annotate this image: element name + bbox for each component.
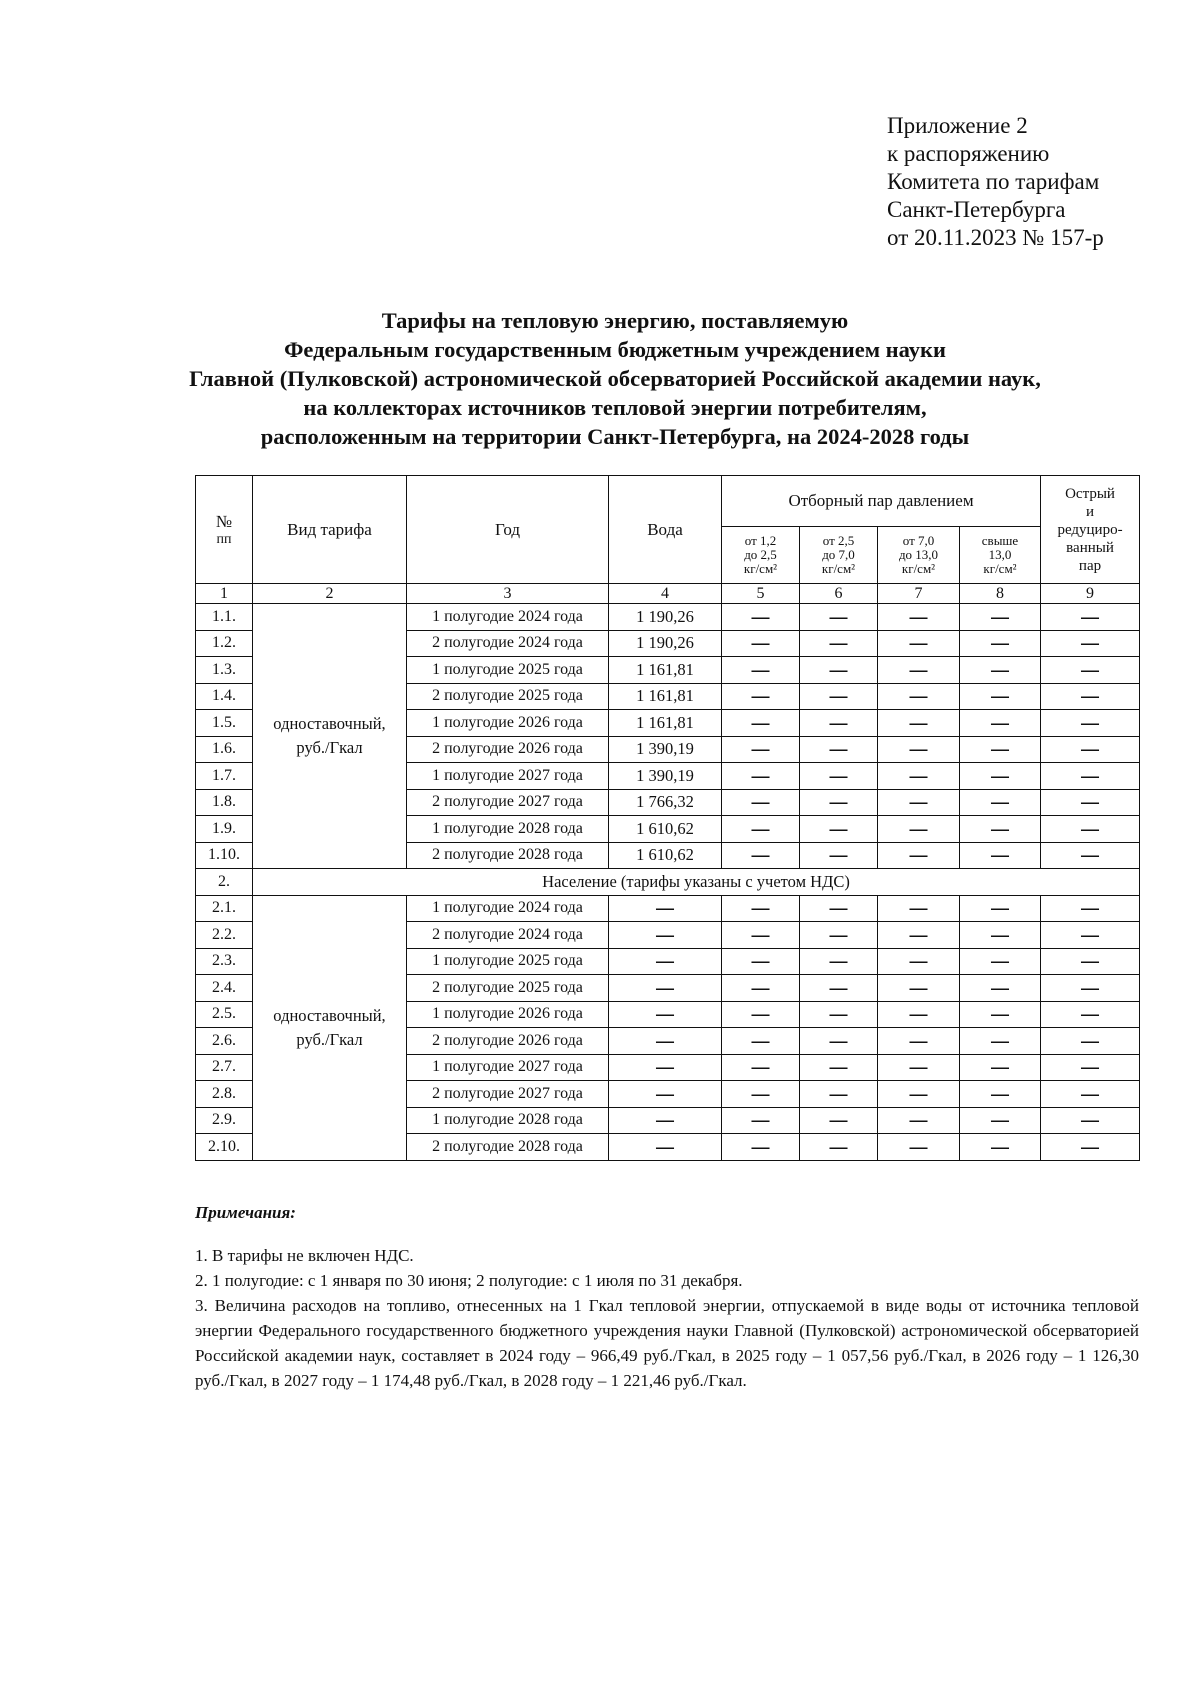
notes-section [195,1200,1139,1393]
steam-tariff-cell: — [1041,1107,1140,1134]
steam-tariff-cell: — [878,975,960,1002]
steam-tariff-cell: — [800,630,878,657]
row-number: 1.9. [196,816,253,843]
steam-tariff-cell: — [800,842,878,869]
steam-tariff-cell: — [960,1107,1041,1134]
steam-tariff-cell: — [960,922,1041,949]
steam-tariff-cell: — [960,604,1041,631]
tariff-type-cell [253,604,407,869]
steam-tariff-cell: — [800,922,878,949]
steam-tariff-cell: — [722,922,800,949]
steam-tariff-cell: — [1041,1028,1140,1055]
steam-tariff-cell: — [800,736,878,763]
steam-tariff-cell: — [878,657,960,684]
steam-tariff-cell: — [960,657,1041,684]
header-steam-1 [722,527,800,584]
water-tariff-cell: — [609,1028,722,1055]
row-number: 1.4. [196,683,253,710]
period-cell: 1 полугодие 2025 года [407,948,609,975]
header-steam-line: до 13,0 [898,547,939,562]
period-cell: 2 полугодие 2025 года [407,683,609,710]
row-number: 1.6. [196,736,253,763]
steam-tariff-cell: — [800,1107,878,1134]
steam-tariff-cell: — [800,683,878,710]
header-num-line: пп [216,531,232,547]
header-num-line: № [215,511,233,531]
row-number: 2.3. [196,948,253,975]
steam-tariff-cell: — [722,789,800,816]
steam-tariff-cell: — [960,895,1041,922]
row-number: 2.8. [196,1081,253,1108]
water-tariff-cell: 1 610,62 [609,816,722,843]
steam-tariff-cell: — [878,1028,960,1055]
title-line: на коллекторах источников тепловой энергии потребителям, [303,395,927,420]
title-line: Главной (Пулковской) астрономической обсерваторией Российской академии наук, [189,366,1041,391]
steam-tariff-cell: — [1041,948,1140,975]
appendix-line: Приложение 2 [887,113,1028,138]
steam-tariff-cell: — [960,789,1041,816]
appendix-line: Санкт-Петербурга [887,197,1066,222]
header-steam-line: кг/см² [983,561,1017,576]
row-number: 2.9. [196,1107,253,1134]
steam-tariff-cell: — [878,1054,960,1081]
title-line: Тарифы на тепловую энергию, поставляемую [381,308,849,333]
period-cell: 1 полугодие 2026 года [407,710,609,737]
row-number: 1.7. [196,763,253,790]
steam-tariff-cell: — [800,895,878,922]
steam-tariff-cell: — [960,683,1041,710]
steam-tariff-cell: — [1041,657,1140,684]
header-steam-2 [800,527,878,584]
steam-tariff-cell: — [800,948,878,975]
steam-tariff-cell: — [722,604,800,631]
row-number: 2.7. [196,1054,253,1081]
water-tariff-cell: — [609,975,722,1002]
steam-tariff-cell: — [878,789,960,816]
header-water: Вода [609,476,722,584]
steam-tariff-cell: — [878,763,960,790]
column-number: 5 [722,584,800,604]
water-tariff-cell: 1 190,26 [609,604,722,631]
period-cell: 2 полугодие 2026 года [407,1028,609,1055]
steam-tariff-cell: — [878,1001,960,1028]
steam-tariff-cell: — [722,736,800,763]
header-steam-3 [878,527,960,584]
header-steam-line: кг/см² [901,561,936,576]
steam-tariff-cell: — [722,975,800,1002]
period-cell: 1 полугодие 2027 года [407,763,609,790]
column-number: 2 [253,584,407,604]
steam-tariff-cell: — [722,1054,800,1081]
row-number: 1.2. [196,630,253,657]
row-number: 1.8. [196,789,253,816]
steam-tariff-cell: — [1041,1134,1140,1161]
steam-tariff-cell: — [1041,736,1140,763]
steam-tariff-cell: — [1041,842,1140,869]
steam-tariff-cell: — [1041,630,1140,657]
steam-tariff-cell: — [800,657,878,684]
tariffs-table [195,475,1140,1161]
header-steam-line: от 7,0 [902,533,935,548]
steam-tariff-cell: — [960,842,1041,869]
column-number: 1 [196,584,253,604]
note-item: 3. Величина расходов на топливо, отнесенных на 1 Гкал тепловой энергии, отпускаемой в виде воды от источника тепловой энергии Федерального государственного бюджетного учреждения науки Главной (Пулковской) астрономической обсерваторией Российской академии наук, составляет в 2024 году – 966,49 руб./Гкал, в 2025 году – 1 057,56 руб./Гкал, в 2026 году – 1 126,30 руб./Гкал, в 2027 году – 1 174,48 руб./Гкал, в 2028 году – 1 221,46 руб./Гкал. [195,1296,1139,1390]
header-num [196,476,253,584]
header-sharp-line: и [1086,503,1095,520]
header-steam-line: 13,0 [988,547,1012,562]
steam-tariff-cell: — [878,1134,960,1161]
water-tariff-cell: — [609,1054,722,1081]
steam-tariff-cell: — [722,1028,800,1055]
header-sharp-line: пар [1078,557,1102,574]
steam-tariff-cell: — [878,948,960,975]
document-title [150,306,1080,451]
steam-tariff-cell: — [960,1001,1041,1028]
header-steam-line: от 2,5 [822,533,855,548]
notes-title: Примечания: [195,1203,296,1222]
steam-tariff-cell: — [878,683,960,710]
header-steam-line: от 1,2 [744,533,777,548]
steam-tariff-cell: — [878,604,960,631]
row-number: 2.2. [196,922,253,949]
row-number: 2.5. [196,1001,253,1028]
steam-tariff-cell: — [722,1107,800,1134]
header-sharp-steam [1041,476,1140,584]
column-number: 3 [407,584,609,604]
column-number-row [196,584,1140,604]
steam-tariff-cell: — [878,630,960,657]
steam-tariff-cell: — [722,1134,800,1161]
steam-tariff-cell: — [878,816,960,843]
steam-tariff-cell: — [1041,710,1140,737]
title-line: Федеральным государственным бюджетным учреждением науки [284,337,946,362]
steam-tariff-cell: — [1041,604,1140,631]
title-line: расположенным на территории Санкт-Петербурга, на 2024-2028 годы [260,424,970,449]
appendix-header [887,112,1104,252]
steam-tariff-cell: — [1041,683,1140,710]
steam-tariff-cell: — [800,1028,878,1055]
steam-tariff-cell: — [722,948,800,975]
water-tariff-cell: 1 161,81 [609,683,722,710]
tariff-type-line: руб./Гкал [296,738,363,757]
steam-tariff-cell: — [722,710,800,737]
note-item: 1. В тарифы не включен НДС. [195,1246,414,1265]
steam-tariff-cell: — [878,1107,960,1134]
steam-tariff-cell: — [960,736,1041,763]
period-cell: 2 полугодие 2024 года [407,922,609,949]
section-row [196,869,1140,896]
header-steam-line: свыше [981,533,1019,548]
period-cell: 2 полугодие 2025 года [407,975,609,1002]
water-tariff-cell: 1 390,19 [609,736,722,763]
steam-tariff-cell: — [960,710,1041,737]
header-vid: Вид тарифа [253,476,407,584]
column-number: 7 [878,584,960,604]
column-number: 4 [609,584,722,604]
row-number: 1.3. [196,657,253,684]
note-item: 2. 1 полугодие: с 1 января по 30 июня; 2 полугодие: с 1 июля по 31 декабря. [195,1271,743,1290]
header-steam-group: Отборный пар давлением [722,476,1041,527]
steam-tariff-cell: — [722,895,800,922]
steam-tariff-cell: — [800,1001,878,1028]
water-tariff-cell: 1 766,32 [609,789,722,816]
row-number: 1.5. [196,710,253,737]
row-number: 2.1. [196,895,253,922]
period-cell: 1 полугодие 2027 года [407,1054,609,1081]
steam-tariff-cell: — [960,1054,1041,1081]
period-cell: 1 полугодие 2024 года [407,895,609,922]
period-cell: 2 полугодие 2026 года [407,736,609,763]
water-tariff-cell: — [609,1001,722,1028]
steam-tariff-cell: — [1041,789,1140,816]
header-steam-line: кг/см² [821,561,856,576]
steam-tariff-cell: — [1041,763,1140,790]
header-steam-line: до 2,5 [744,547,777,562]
steam-tariff-cell: — [878,736,960,763]
steam-tariff-cell: — [1041,816,1140,843]
steam-tariff-cell: — [722,1081,800,1108]
header-year: Год [407,476,609,584]
steam-tariff-cell: — [1041,895,1140,922]
water-tariff-cell: — [609,948,722,975]
steam-tariff-cell: — [722,763,800,790]
steam-tariff-cell: — [722,630,800,657]
steam-tariff-cell: — [722,657,800,684]
steam-tariff-cell: — [800,1134,878,1161]
water-tariff-cell: 1 390,19 [609,763,722,790]
appendix-line: Комитета по тарифам [887,169,1100,194]
steam-tariff-cell: — [960,630,1041,657]
steam-tariff-cell: — [800,816,878,843]
steam-tariff-cell: — [878,1081,960,1108]
steam-tariff-cell: — [960,948,1041,975]
period-cell: 1 полугодие 2026 года [407,1001,609,1028]
tariff-type-line: одноставочный, [273,1005,386,1025]
section-label: Население (тарифы указаны с учетом НДС) [253,869,1140,896]
steam-tariff-cell: — [1041,1001,1140,1028]
steam-tariff-cell: — [1041,1054,1140,1081]
period-cell: 2 полугодие 2024 года [407,630,609,657]
steam-tariff-cell: — [960,1081,1041,1108]
water-tariff-cell: 1 161,81 [609,657,722,684]
section-number: 2. [196,869,253,896]
column-number: 8 [960,584,1041,604]
water-tariff-cell: 1 190,26 [609,630,722,657]
water-tariff-cell: — [609,1134,722,1161]
steam-tariff-cell: — [960,975,1041,1002]
water-tariff-cell: — [609,895,722,922]
tariff-type-cell [253,895,407,1160]
period-cell: 2 полугодие 2028 года [407,1134,609,1161]
appendix-line: от 20.11.2023 № 157-р [887,225,1104,250]
steam-tariff-cell: — [722,842,800,869]
steam-tariff-cell: — [800,1054,878,1081]
tariff-type-line: одноставочный, [273,714,386,733]
steam-tariff-cell: — [800,763,878,790]
water-tariff-cell: — [609,1081,722,1108]
steam-tariff-cell: — [1041,922,1140,949]
steam-tariff-cell: — [722,683,800,710]
steam-tariff-cell: — [722,1001,800,1028]
steam-tariff-cell: — [1041,1081,1140,1108]
period-cell: 1 полугодие 2024 года [407,604,609,631]
period-cell: 1 полугодие 2028 года [407,816,609,843]
water-tariff-cell: 1 161,81 [609,710,722,737]
period-cell: 1 полугодие 2028 года [407,1107,609,1134]
steam-tariff-cell: — [878,842,960,869]
column-number: 6 [800,584,878,604]
table-row [196,604,1140,631]
water-tariff-cell: — [609,922,722,949]
steam-tariff-cell: — [800,710,878,737]
water-tariff-cell: — [609,1107,722,1134]
steam-tariff-cell: — [960,1134,1041,1161]
water-tariff-cell: 1 610,62 [609,842,722,869]
steam-tariff-cell: — [960,763,1041,790]
row-number: 1.10. [196,842,253,869]
steam-tariff-cell: — [722,816,800,843]
steam-tariff-cell: — [878,922,960,949]
row-number: 2.6. [196,1028,253,1055]
steam-tariff-cell: — [960,1028,1041,1055]
header-steam-line: до 7,0 [822,547,855,562]
period-cell: 2 полугодие 2027 года [407,789,609,816]
header-sharp-line: ванный [1066,539,1114,556]
steam-tariff-cell: — [1041,975,1140,1002]
header-steam-line: кг/см² [743,561,778,576]
steam-tariff-cell: — [800,975,878,1002]
row-number: 2.10. [196,1134,253,1161]
steam-tariff-cell: — [800,604,878,631]
steam-tariff-cell: — [800,789,878,816]
row-number: 2.4. [196,975,253,1002]
period-cell: 2 полугодие 2027 года [407,1081,609,1108]
steam-tariff-cell: — [878,710,960,737]
tariff-type-line: руб./Гкал [296,1029,363,1049]
steam-tariff-cell: — [878,895,960,922]
header-sharp-line: редуциро- [1057,521,1123,538]
steam-tariff-cell: — [800,1081,878,1108]
period-cell: 2 полугодие 2028 года [407,842,609,869]
steam-tariff-cell: — [960,816,1041,843]
header-steam-4 [960,527,1041,584]
table-row [196,895,1140,922]
row-number: 1.1. [196,604,253,631]
header-row-main [196,476,1140,527]
appendix-line: к распоряжению [887,141,1050,166]
column-number: 9 [1041,584,1140,604]
period-cell: 1 полугодие 2025 года [407,657,609,684]
header-sharp-line: Острый [1065,485,1115,502]
